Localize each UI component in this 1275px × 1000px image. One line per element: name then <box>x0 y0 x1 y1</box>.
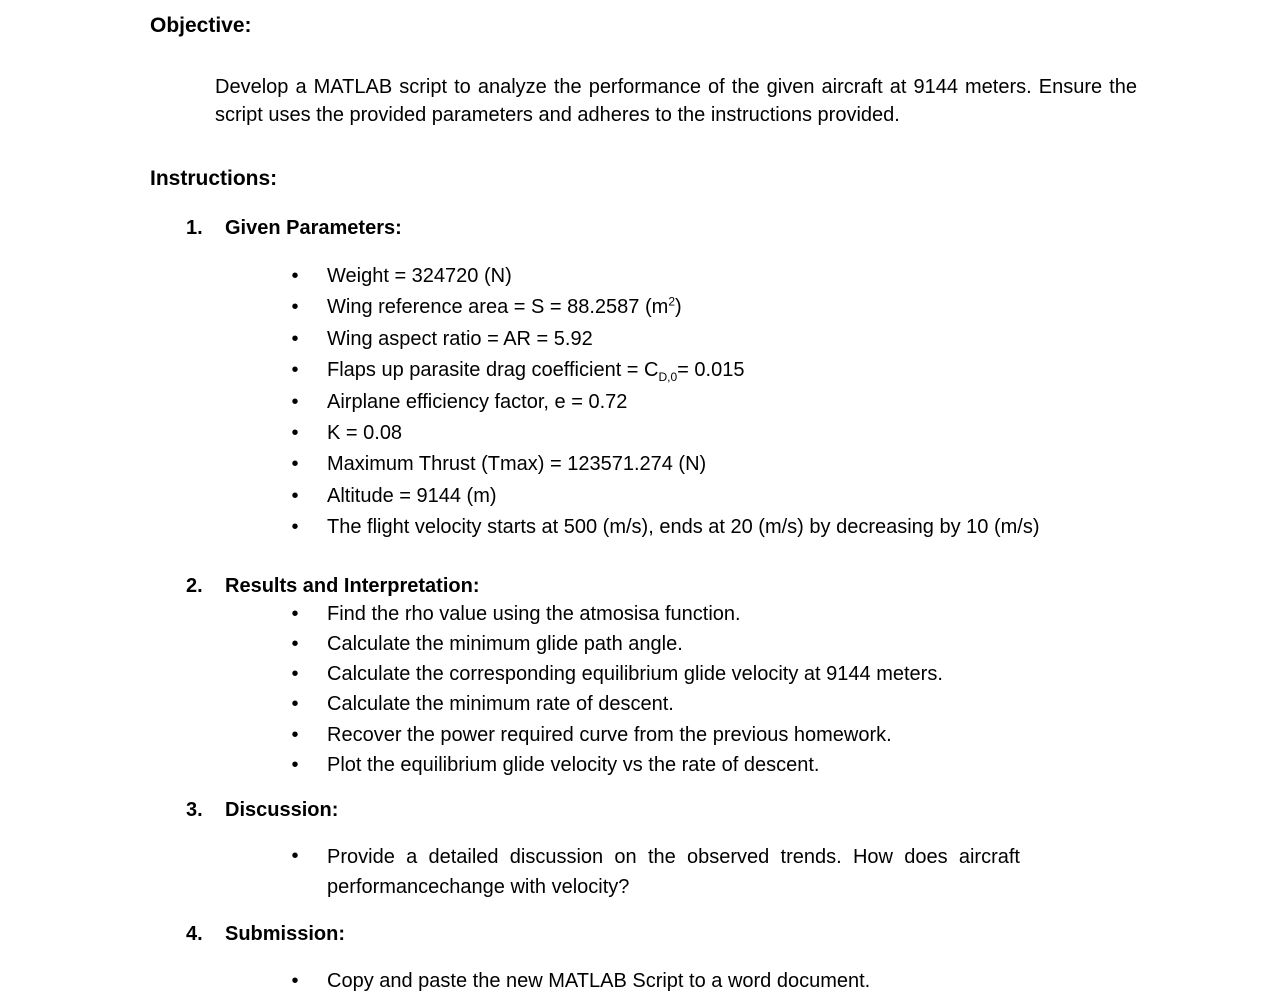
section-title-text: Given Parameters: <box>225 217 402 239</box>
bullet-icon: • <box>291 970 299 992</box>
list-item-text <box>327 293 682 321</box>
objective-text: Develop a MATLAB script to analyze the performance of the given aircraft at 9144 meters. Ensure the script uses the provided parameters and adheres to the instructions provided. <box>215 76 1137 126</box>
bullet-icon: • <box>291 359 299 381</box>
section-title-text: Results and Interpretation: <box>225 575 480 597</box>
area-superscript: 2 <box>668 294 675 309</box>
list-item-text: K = 0.08 <box>327 422 403 444</box>
list-item-text: Airplane efficiency factor, e = 0.72 <box>327 391 628 413</box>
area-suffix: ) <box>675 296 682 318</box>
bullet-icon: • <box>291 391 299 413</box>
section-number: 1. <box>186 217 203 239</box>
list-item-text: Calculate the corresponding equilibrium glide velocity at 9144 meters. <box>327 663 943 685</box>
cd0-label: Flaps up parasite drag coefficient = C <box>327 359 659 381</box>
objective-heading: Objective: <box>150 14 252 37</box>
list-item-text: Maximum Thrust (Tmax) = 123571.274 (N) <box>327 453 707 475</box>
list-item-text <box>327 356 744 384</box>
bullet-icon: • <box>291 453 299 475</box>
section-2-title <box>186 574 479 598</box>
list-item-text: Provide a detailed discussion on the observed trends. How does aircraft performancechange with velocity? <box>327 846 1020 898</box>
list-item-text: Plot the equilibrium glide velocity vs the rate of descent. <box>327 754 820 776</box>
section-title-text: Submission: <box>225 923 346 945</box>
section-4-title <box>186 922 345 946</box>
list-item-text: Altitude = 9144 (m) <box>327 485 497 507</box>
bullet-icon: • <box>291 422 299 444</box>
bullet-icon: • <box>291 265 299 287</box>
section-1-title <box>186 216 402 240</box>
bullet-icon: • <box>291 663 299 685</box>
list-item-text: Copy and paste the new MATLAB Script to a word document. <box>327 970 871 992</box>
section-number: 3. <box>186 799 203 821</box>
bullet-icon: • <box>291 485 299 507</box>
bullet-icon: • <box>291 296 299 318</box>
cd0-suffix: = 0.015 <box>677 359 745 381</box>
cd0-subscript: D,0 <box>658 370 678 384</box>
list-item-text: Find the rho value using the atmosisa function. <box>327 603 741 625</box>
area-label: Wing reference area = S = 88.2587 (m <box>327 296 669 318</box>
bullet-icon: • <box>291 754 299 776</box>
list-item-text: Weight = 324720 (N) <box>327 265 512 287</box>
list-item-text: Wing aspect ratio = AR = 5.92 <box>327 328 593 350</box>
bullet-icon: • <box>291 633 299 655</box>
bullet-icon: • <box>291 328 299 350</box>
instructions-heading: Instructions: <box>150 167 278 190</box>
bullet-icon: • <box>291 693 299 715</box>
list-item-text: Calculate the minimum glide path angle. <box>327 633 683 655</box>
bullet-icon: • <box>291 603 299 625</box>
list-item-text: The flight velocity starts at 500 (m/s), ends at 20 (m/s) by decreasing by 10 (m/s) <box>327 516 1040 538</box>
bullet-icon: • <box>291 516 299 538</box>
list-item-text: Recover the power required curve from the previous homework. <box>327 724 892 746</box>
section-number: 4. <box>186 923 203 945</box>
list-item-text: Calculate the minimum rate of descent. <box>327 693 674 715</box>
section-3-title <box>186 798 338 822</box>
section-title-text: Discussion: <box>225 799 339 821</box>
bullet-icon: • <box>291 724 299 746</box>
section-number: 2. <box>186 575 203 597</box>
bullet-icon: • <box>291 845 299 867</box>
